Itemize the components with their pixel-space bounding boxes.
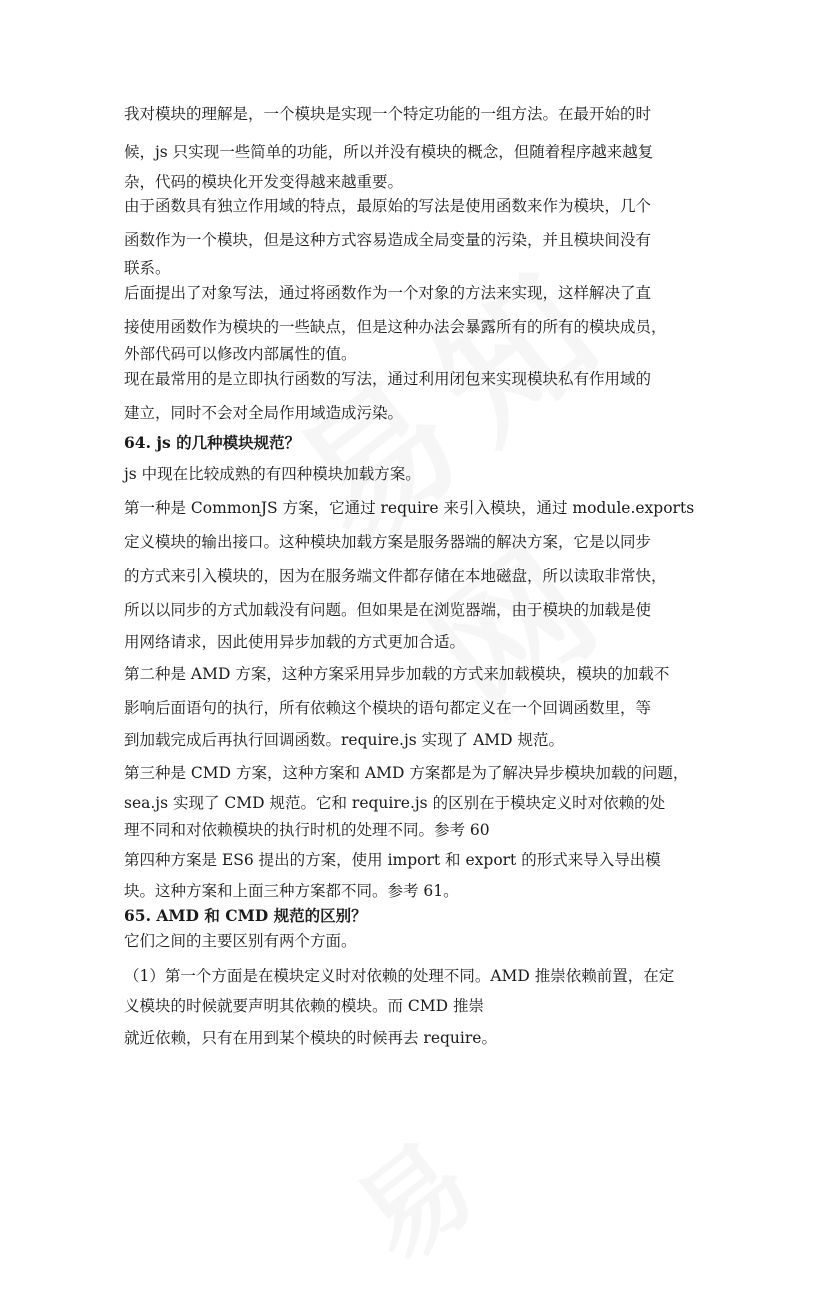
paragraph-line: 块。这种方案和上面三种方案都不同。参考 61。	[124, 882, 459, 900]
paragraph-line: 函数作为一个模块，但是这种方式容易造成全局变量的污染，并且模块间没有	[124, 231, 652, 249]
paragraph-line: 现在最常用的是立即执行函数的写法，通过利用闭包来实现模块私有作用域的	[124, 370, 652, 388]
paragraph-line: 就近依赖，只有在用到某个模块的时候再去 require。	[124, 1029, 497, 1047]
paragraph-line: 我对模块的理解是，一个模块是实现一个特定功能的一组方法。在最开始的时	[124, 105, 652, 123]
paragraph-line: 影响后面语句的执行，所有依赖这个模块的语句都定义在一个回调函数里，等	[124, 699, 652, 717]
paragraph-line: 到加载完成后再执行回调函数。require.js 实现了 AMD 规范。	[124, 731, 564, 749]
paragraph-line: js 中现在比较成熟的有四种模块加载方案。	[124, 465, 421, 483]
paragraph-line: 联系。	[124, 259, 171, 277]
paragraph-line: 定义模块的输出接口。这种模块加载方案是服务器端的解决方案，它是以同步	[124, 533, 652, 551]
paragraph-line: 第一种是 CommonJS 方案，它通过 require 来引入模块，通过 module.exports	[124, 499, 695, 517]
paragraph-line: 第四种方案是 ES6 提出的方案，使用 import 和 export 的形式来导入导出模	[124, 851, 661, 869]
section-heading-65: 65. AMD 和 CMD 规范的区别？	[124, 906, 367, 925]
paragraph-line: 第三种是 CMD 方案，这种方案和 AMD 方案都是为了解决异步模块加载的问题，	[124, 764, 689, 782]
paragraph-line: 义模块的时候就要声明其依赖的模块。而 CMD 推崇	[124, 997, 485, 1015]
paragraph-line: 由于函数具有独立作用域的特点，最原始的写法是使用函数来作为模块，几个	[124, 197, 652, 215]
paragraph-line: 它们之间的主要区别有两个方面。	[124, 932, 357, 950]
section-heading-64: 64. js 的几种模块规范？	[124, 433, 301, 452]
paragraph-line: sea.js 实现了 CMD 规范。它和 require.js 的区别在于模块定义时对依赖的处	[124, 794, 666, 812]
paragraph-line: 接使用函数作为模块的一些缺点，但是这种办法会暴露所有的所有的模块成员，	[124, 318, 667, 336]
paragraph-line: 后面提出了对象写法，通过将函数作为一个对象的方法来实现，这样解决了直	[124, 284, 652, 302]
paragraph-line: 杂，代码的模块化开发变得越来越重要。	[124, 173, 404, 191]
paragraph-line: 的方式来引入模块的，因为在服务端文件都存储在本地磁盘，所以读取非常快，	[124, 567, 667, 585]
paragraph-line: （1）第一个方面是在模块定义时对依赖的处理不同。AMD 推崇依赖前置，在定	[124, 967, 675, 985]
paragraph-line: 理不同和对依赖模块的执行时机的处理不同。参考 60	[124, 821, 490, 839]
paragraph-line: 第二种是 AMD 方案，这种方案采用异步加载的方式来加载模块，模块的加载不	[124, 665, 670, 683]
paragraph-line: 外部代码可以修改内部属性的值。	[124, 345, 357, 363]
paragraph-line: 所以以同步的方式加载没有问题。但如果是在浏览器端，由于模块的加载是使	[124, 601, 652, 619]
paragraph-line: 候，js 只实现一些简单的功能，所以并没有模块的概念，但随着程序越来越复	[124, 143, 654, 161]
paragraph-line: 用网络请求，因此使用异步加载的方式更加合适。	[124, 633, 466, 651]
paragraph-line: 建立，同时不会对全局作用域造成污染。	[124, 404, 404, 422]
